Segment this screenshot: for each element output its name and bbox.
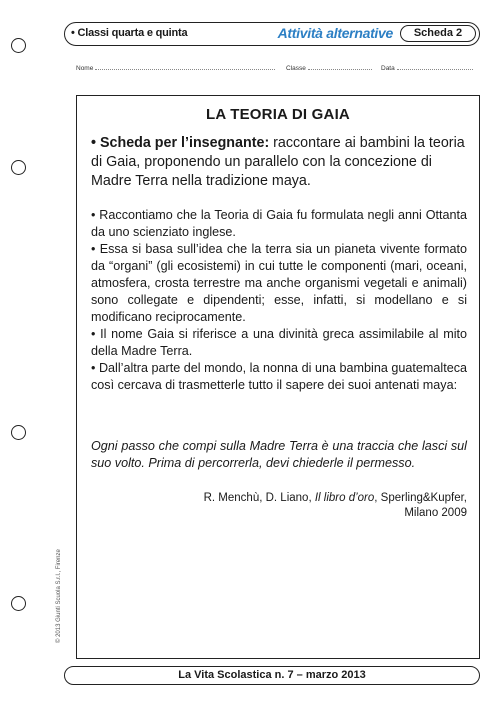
content-card bbox=[76, 95, 480, 659]
paragraph: • Raccontiamo che la Teoria di Gaia fu formulata negli anni Ottanta da uno scienziato inglese. bbox=[91, 208, 467, 239]
binder-hole bbox=[11, 160, 26, 175]
paragraph: • Il nome Gaia si riferisce a una divinità greca assimilabile al mito della Madre Terra. bbox=[91, 327, 467, 358]
header-bar bbox=[64, 22, 480, 46]
page-title: LA TEORIA DI GAIA bbox=[206, 106, 350, 123]
teacher-note bbox=[91, 134, 471, 191]
citation-place: Milano 2009 bbox=[404, 507, 467, 519]
binder-hole bbox=[11, 596, 26, 611]
student-fields bbox=[76, 63, 480, 75]
footer-bar: La Vita Scolastica n. 7 – marzo 2013 bbox=[64, 666, 480, 685]
class-field[interactable]: Classe bbox=[286, 63, 372, 72]
teacher-note-label: • Scheda per l’insegnante: bbox=[91, 135, 270, 151]
citation-book: Il libro d’oro bbox=[314, 492, 375, 504]
header-category: Attività alternative bbox=[277, 25, 393, 41]
paragraph: • Dall’altra parte del mondo, la nonna di una bambina guatemalteca così cercava di trasmetterle tutto il sapere dei suoi antenati maya: bbox=[91, 361, 467, 392]
binder-hole bbox=[11, 425, 26, 440]
copyright: © 2013 Giunti Scuola S.r.l., Firenze bbox=[56, 549, 62, 643]
citation bbox=[97, 491, 467, 521]
header-audience: • Classi quarta e quinta bbox=[71, 27, 188, 39]
body-text bbox=[91, 207, 467, 394]
paragraph: • Essa si basa sull’idea che la terra sia un pianeta vivente formato da “organi” (gli ecosistemi) in cui tutte le componenti (mari, oceani, atmosfera, crosta terrestre ma anche organismi vegetali e animali) sono collegate e dipendenti; esse, infatti, si modellano e si modificano reciprocamente. bbox=[91, 242, 467, 324]
date-field[interactable]: Data bbox=[381, 63, 473, 72]
quote: Ogni passo che compi sulla Madre Terra è una traccia che lasci sul suo volto. Prima di percorrerla, devi chiederle il permesso. bbox=[91, 439, 467, 470]
citation-publisher: , Sperling&Kupfer, bbox=[374, 492, 467, 504]
sheet-label: Scheda 2 bbox=[400, 25, 476, 42]
name-field[interactable]: Nome bbox=[76, 63, 275, 72]
binder-hole bbox=[11, 38, 26, 53]
teacher-note-text: raccontare ai bambini la teoria di Gaia, proponendo un parallelo con la concezione di Madre Terra nella tradizione maya. bbox=[91, 135, 465, 189]
citation-authors: R. Menchù, D. Liano, bbox=[203, 492, 315, 504]
